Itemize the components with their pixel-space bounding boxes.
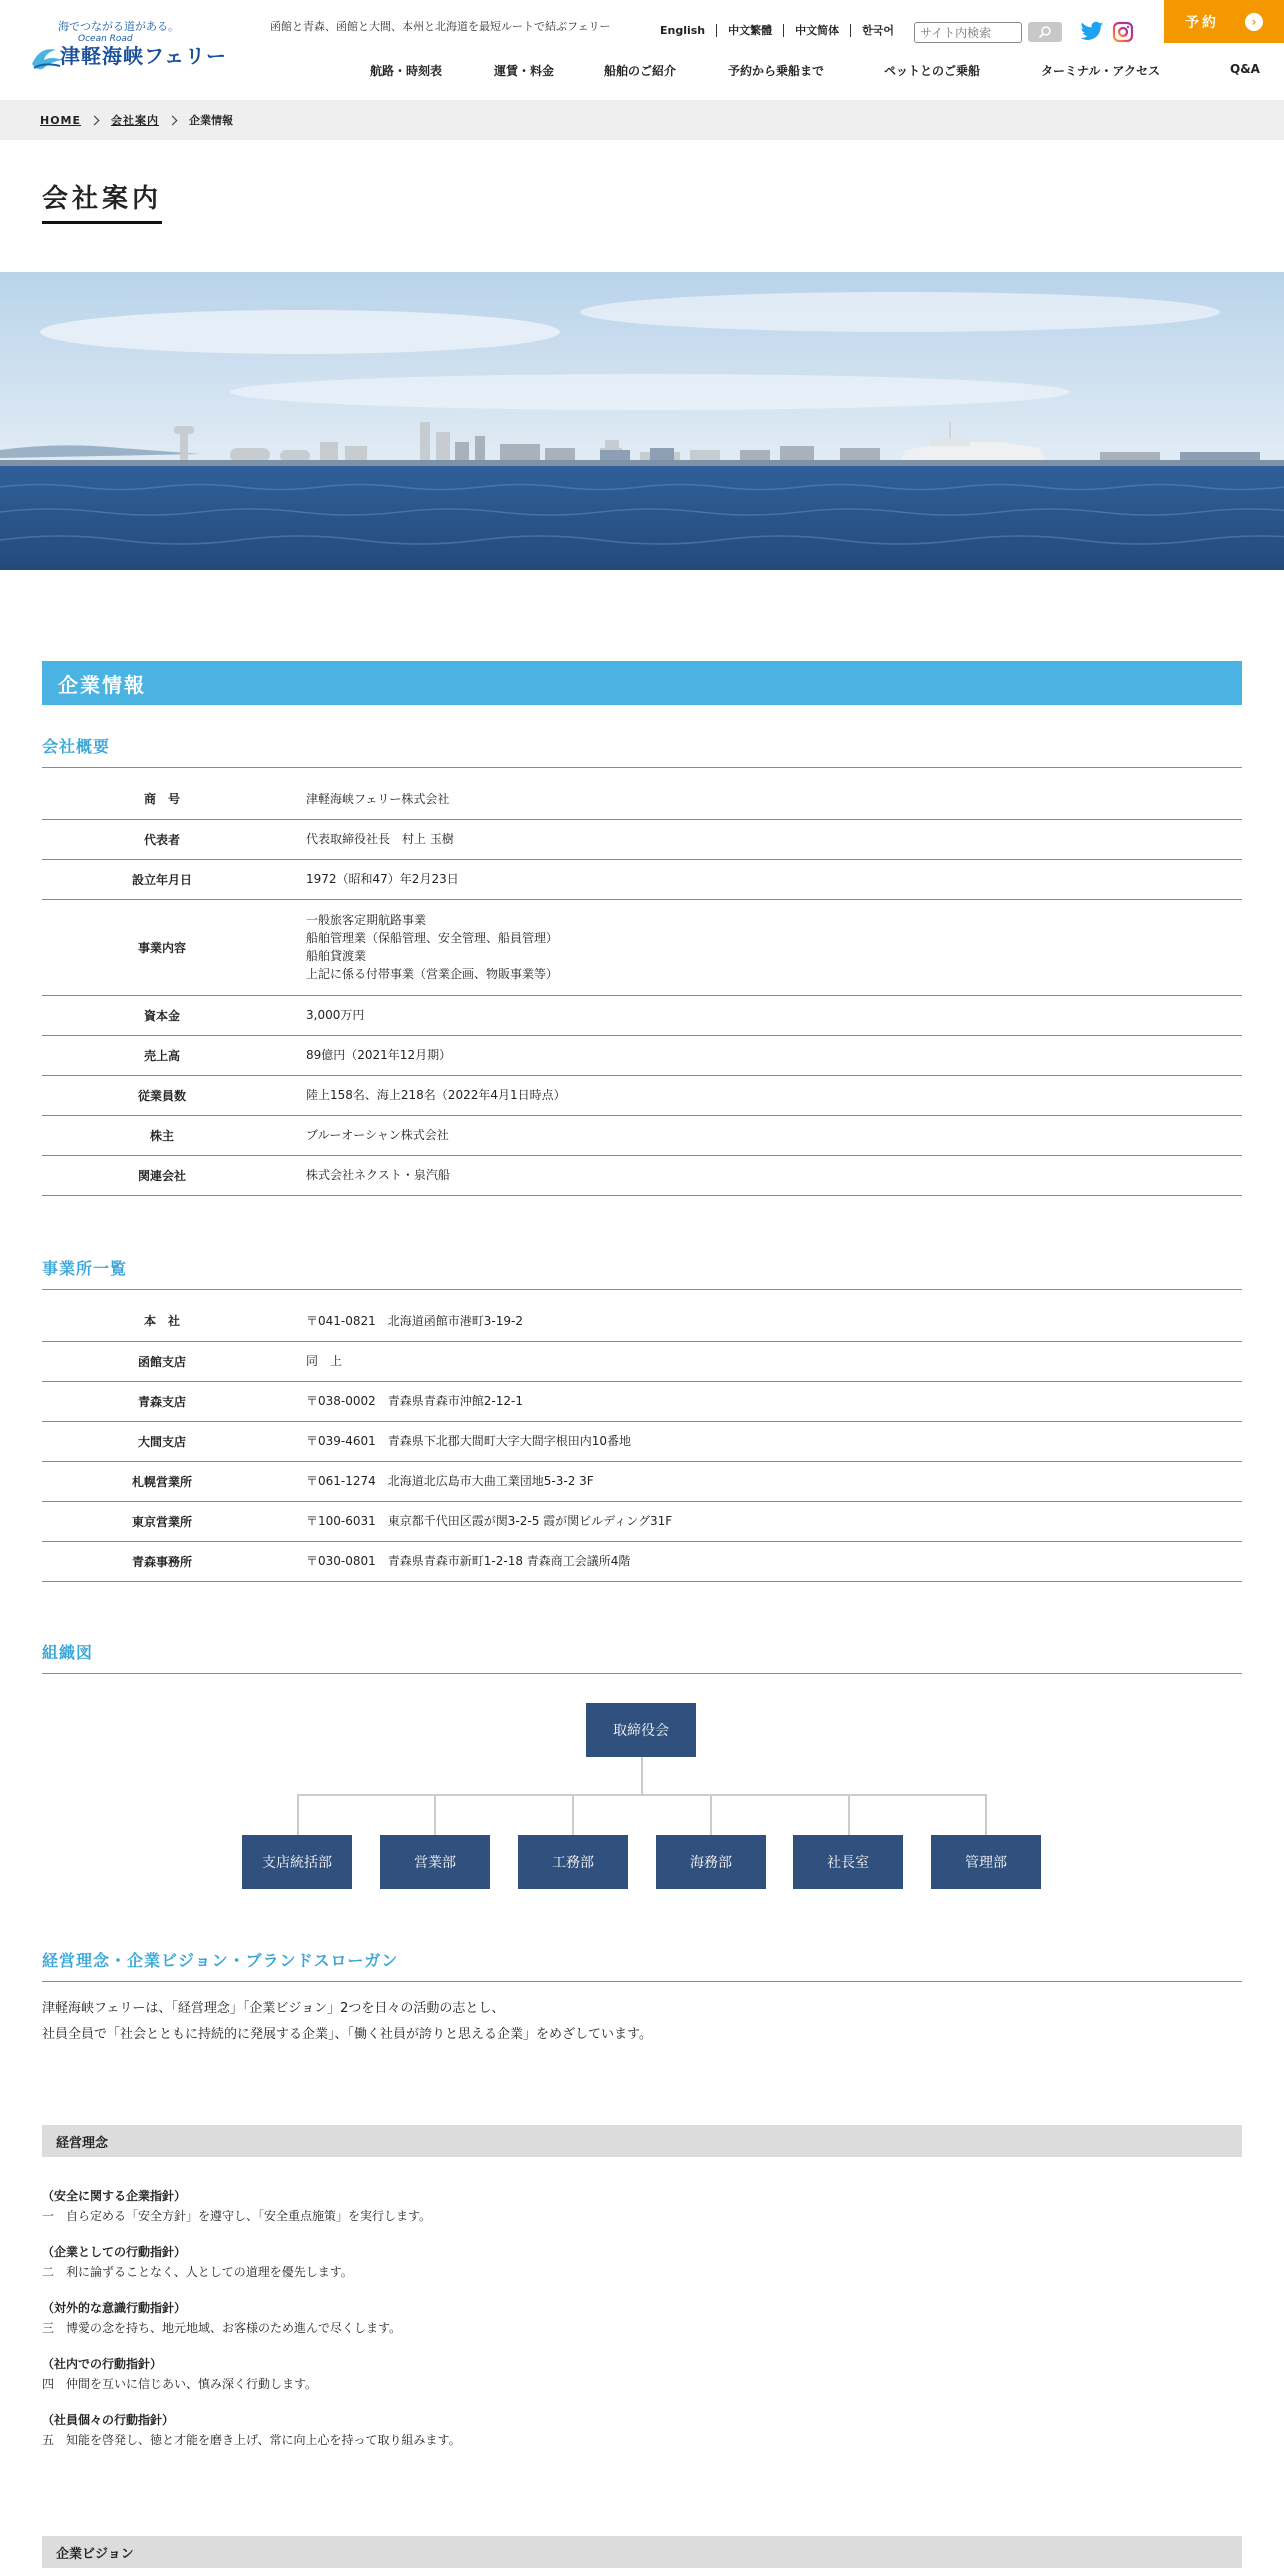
table-row — [42, 1461, 1242, 1501]
philosophy-heading: 経営理念・企業ビジョン・ブランドスローガン — [42, 1948, 1242, 1982]
nav-boarding[interactable]: 予約から乗船まで — [728, 64, 825, 78]
row-label: 株主 — [42, 1115, 282, 1155]
chevron-right-icon — [90, 115, 100, 125]
row-value-line: 3,000万円 — [306, 1008, 365, 1022]
table-row — [42, 1035, 1242, 1075]
row-label: 青森事務所 — [42, 1541, 282, 1581]
org-connector — [572, 1794, 574, 1836]
philosophy-item — [42, 2298, 401, 2338]
header-tagline: 函館と青森、函館と大間、本州と北海道を最短ルートで結ぶフェリー — [270, 20, 611, 33]
org-connector — [710, 1794, 712, 1836]
philosophy-item-head: （社員個々の行動指針） — [42, 2413, 175, 2427]
philosophy-item-text: 五 知能を啓発し、徳と才能を磨き上げ、常に向上心を持って取り組みます。 — [42, 2433, 461, 2447]
row-value — [282, 995, 1242, 1035]
philosophy-item — [42, 2242, 353, 2282]
row-label: 資本金 — [42, 995, 282, 1035]
row-label: 関連会社 — [42, 1155, 282, 1195]
row-value-line: 津軽海峡フェリー株式会社 — [306, 791, 450, 806]
row-value: 〒061-1274 北海道北広島市大曲工業団地5-3-2 3F — [282, 1461, 1242, 1501]
intro-line: 津軽海峡フェリーは、「経営理念」「企業ビジョン」2つを日々の活動の志とし、 — [42, 2001, 505, 2016]
language-switcher — [660, 24, 905, 37]
row-value — [282, 1035, 1242, 1075]
table-row — [42, 1341, 1242, 1381]
org-box-dept: 管理部 — [931, 1835, 1041, 1889]
row-value: 〒030-0801 青森県青森市新町1-2-18 青森商工会議所4階 — [282, 1541, 1242, 1581]
org-heading: 組織図 — [42, 1640, 1242, 1674]
row-value-line: 一般旅客定期航路事業 — [306, 913, 427, 927]
row-value-line: ブルーオーシャン株式会社 — [306, 1128, 449, 1142]
row-label: 青森支店 — [42, 1381, 282, 1421]
table-row — [42, 819, 1242, 859]
philosophy-item-text: 一 自ら定める「安全方針」を遵守し、「安全重点施策」を実行します。 — [42, 2209, 432, 2223]
table-row — [42, 1421, 1242, 1461]
lang-korean[interactable]: 한국어 — [850, 24, 905, 37]
org-box-dept: 支店統括部 — [242, 1835, 352, 1889]
table-row — [42, 1075, 1242, 1115]
page-title: 会社案内 — [42, 178, 162, 224]
row-label: 従業員数 — [42, 1075, 282, 1115]
breadcrumb-company[interactable]: 会社案内 — [111, 114, 160, 127]
table-row — [42, 1381, 1242, 1421]
row-value: 〒038-0002 青森県青森市沖館2-12-1 — [282, 1381, 1242, 1421]
logo-tagline: 海でつながる道がある。 — [58, 20, 179, 33]
breadcrumb — [0, 100, 1284, 140]
offices-table — [42, 1301, 1242, 1582]
row-value — [282, 899, 1242, 995]
philosophy-item — [42, 2186, 431, 2226]
row-value — [282, 859, 1242, 899]
hero-harbor-image — [0, 272, 1284, 570]
chevron-right-icon: › — [1245, 13, 1263, 31]
philosophy-item — [42, 2354, 317, 2394]
row-value-line: 陸上158名、海上218名（2022年4月1日時点） — [306, 1088, 566, 1102]
org-connector — [641, 1757, 643, 1795]
philosophy-item-head: （対外的な意識行動指針） — [42, 2301, 187, 2315]
row-value-line: 89億円（2021年12月期） — [306, 1048, 452, 1062]
nav-ships[interactable]: 船舶のご紹介 — [604, 64, 677, 78]
search-input[interactable] — [914, 22, 1022, 43]
search-icon — [1038, 25, 1052, 39]
row-value-line: 上記に係る付帯事業（営業企画、物販事業等） — [306, 967, 559, 981]
row-value — [282, 779, 1242, 819]
row-value — [282, 819, 1242, 859]
org-connector — [434, 1794, 436, 1836]
table-row — [42, 1501, 1242, 1541]
overview-heading: 会社概要 — [42, 734, 1242, 768]
instagram-icon[interactable] — [1112, 21, 1134, 43]
row-label: 函館支店 — [42, 1341, 282, 1381]
philosophy-item-head: （安全に関する企業指針） — [42, 2189, 187, 2203]
logo-name: 津軽海峡フェリー — [60, 44, 227, 68]
row-label: 設立年月日 — [42, 859, 282, 899]
row-value — [282, 1155, 1242, 1195]
table-row — [42, 779, 1242, 819]
breadcrumb-current: 企業情報 — [189, 114, 234, 127]
nav-qa[interactable]: Q&A — [1230, 62, 1260, 76]
nav-routes[interactable]: 航路・時刻表 — [370, 64, 443, 78]
row-label: 代表者 — [42, 819, 282, 859]
table-row — [42, 899, 1242, 995]
table-row — [42, 859, 1242, 899]
table-row — [42, 1301, 1242, 1341]
org-box-dept: 営業部 — [380, 1835, 490, 1889]
row-value-line: 代表取締役社長 村上 玉樹 — [306, 832, 454, 846]
org-connector — [848, 1794, 850, 1836]
lang-zh-tw[interactable]: 中文繁體 — [716, 24, 783, 37]
section-title-company-info: 企業情報 — [42, 661, 1242, 705]
org-box-dept: 海務部 — [656, 1835, 766, 1889]
row-value: 〒039-4601 青森県下北郡大間町大字大間字根田内10番地 — [282, 1421, 1242, 1461]
row-value — [282, 1115, 1242, 1155]
philosophy-item-text: 二 利に論ずることなく、人としての道理を優先します。 — [42, 2265, 353, 2279]
org-box-dept: 社長室 — [793, 1835, 903, 1889]
chevron-right-icon — [168, 115, 178, 125]
nav-terminal[interactable]: ターミナル・アクセス — [1041, 64, 1161, 78]
row-label: 本 社 — [42, 1301, 282, 1341]
philosophy-item-text: 四 仲間を互いに信じあい、慎み深く行動します。 — [42, 2377, 318, 2391]
table-row — [42, 995, 1242, 1035]
org-box-board: 取締役会 — [586, 1703, 696, 1757]
overview-table — [42, 779, 1242, 1196]
reserve-button[interactable] — [1164, 0, 1284, 43]
table-row — [42, 1115, 1242, 1155]
row-value-line: 1972（昭和47）年2月23日 — [306, 872, 459, 886]
row-value-line: 船舶貸渡業 — [306, 949, 367, 963]
reserve-label: 予約 — [1185, 14, 1219, 31]
philosophy-item — [42, 2410, 461, 2450]
nav-fares[interactable]: 運賃・料金 — [494, 64, 555, 78]
intro-line: 社員全員で「社会とともに持続的に発展する企業」、「働く社員が誇りと思える企業」をめざしています。 — [42, 2027, 652, 2042]
site-header — [0, 0, 1284, 100]
row-value-line: 船舶管理業（保船管理、安全管理、船員管理） — [306, 931, 559, 945]
table-row — [42, 1541, 1242, 1581]
global-nav — [0, 62, 1284, 78]
org-connector — [297, 1794, 987, 1796]
mgmt-philosophy-title: 経営理念 — [42, 2125, 1242, 2157]
row-label: 大間支店 — [42, 1421, 282, 1461]
lang-zh-cn[interactable]: 中文简体 — [783, 24, 850, 37]
lang-english[interactable]: English — [660, 24, 706, 37]
org-connector — [985, 1794, 987, 1836]
row-label: 札幌営業所 — [42, 1461, 282, 1501]
row-value: 〒041-0821 北海道函館市港町3-19-2 — [282, 1301, 1242, 1341]
philosophy-item-head: （社内での行動指針） — [42, 2357, 163, 2371]
search-button[interactable] — [1028, 22, 1062, 42]
breadcrumb-home[interactable]: HOME — [40, 113, 82, 127]
logo-subtitle: Ocean Road — [78, 34, 133, 44]
row-value: 〒100-6031 東京都千代田区霞が関3-2-5 霞が関ビルディング31F — [282, 1501, 1242, 1541]
org-box-dept: 工務部 — [518, 1835, 628, 1889]
philosophy-intro — [42, 1996, 652, 2048]
offices-heading: 事業所一覧 — [42, 1256, 1242, 1290]
philosophy-item-text: 三 博愛の念を持ち、地元地域、お客様のため進んで尽くします。 — [42, 2321, 402, 2335]
vision-title: 企業ビジョン — [42, 2536, 1242, 2568]
row-label: 事業内容 — [42, 899, 282, 995]
table-row — [42, 1155, 1242, 1195]
row-value: 同 上 — [282, 1341, 1242, 1381]
org-connector — [297, 1794, 299, 1836]
row-label: 商 号 — [42, 779, 282, 819]
row-value — [282, 1075, 1242, 1115]
row-label: 東京営業所 — [42, 1501, 282, 1541]
row-value-line: 株式会社ネクスト・泉汽船 — [306, 1168, 450, 1182]
nav-pets[interactable]: ペットとのご乗船 — [884, 64, 981, 78]
row-label: 売上高 — [42, 1035, 282, 1075]
philosophy-item-head: （企業としての行動指針） — [42, 2245, 187, 2259]
twitter-icon[interactable] — [1080, 21, 1104, 43]
